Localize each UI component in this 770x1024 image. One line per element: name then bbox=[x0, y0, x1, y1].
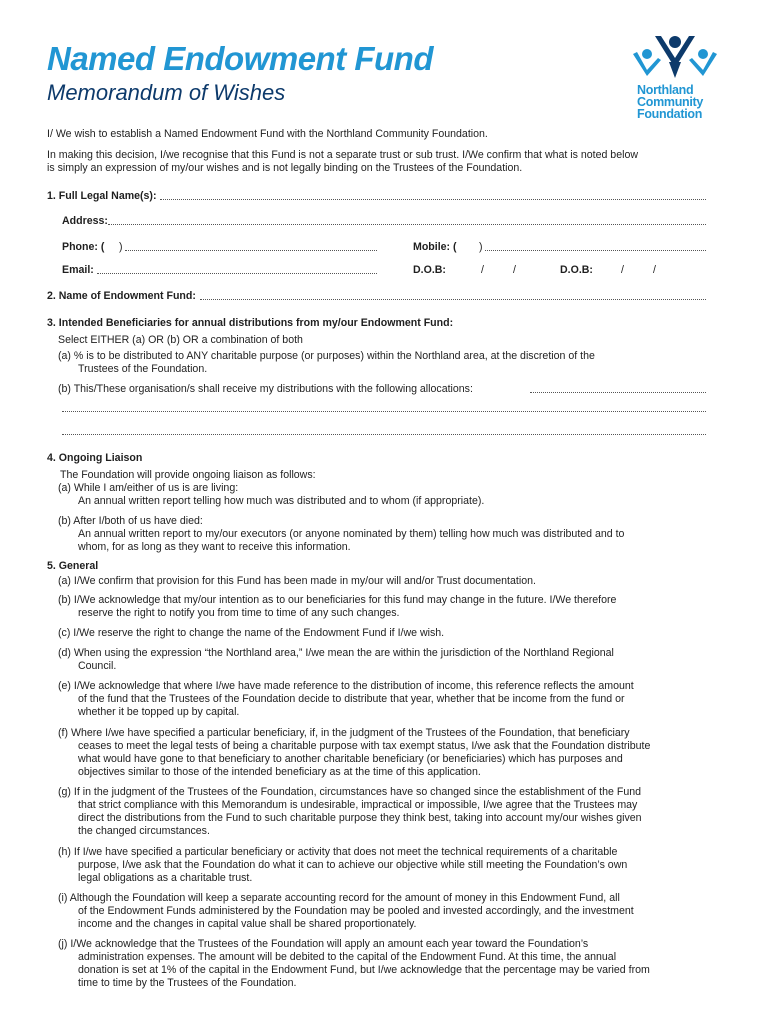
dob-2-slash-1: / bbox=[621, 264, 624, 276]
general-clause-5-line-2: what would have gone to that beneficiary to another charitable beneficiary (or beneficiaries) which has purposes and bbox=[78, 753, 623, 765]
dob-label-2: D.O.B: bbox=[560, 264, 593, 276]
mobile-label: Mobile: ( bbox=[413, 241, 457, 253]
allocations-field-1[interactable] bbox=[530, 392, 706, 393]
address-field[interactable] bbox=[108, 224, 706, 225]
address-label: Address: bbox=[62, 215, 108, 227]
general-clause-5-line-3: objectives similar to those of the intended beneficiary as at the time of this application. bbox=[78, 766, 481, 778]
general-clause-5-line-1: ceases to meet the legal tests of being a charitable purpose with tax exempt status, I/we ask that the Foundation distribute bbox=[78, 740, 651, 752]
section-4-intro: The Foundation will provide ongoing liaison as follows: bbox=[60, 469, 316, 481]
section-3-option-a-line-1: (a) % is to be distributed to ANY charitable purpose (or purposes) within the Northland area, at the discretion of the bbox=[58, 350, 595, 362]
people-logo-icon bbox=[625, 32, 725, 84]
section-4-b-text-1: An annual written report to my/our executors (or anyone nominated by them) telling how much was distributed and to bbox=[78, 528, 625, 540]
section-3-option-a-line-2: Trustees of the Foundation. bbox=[78, 363, 208, 375]
general-clause-6-line-1: that strict compliance with this Memorandum is undesirable, impractical or impossible, I/we agree that the Trustees may bbox=[78, 799, 638, 811]
general-clause-7-line-1: purpose, I/we ask that the Foundation do what it can to achieve our objective while still meeting the Foundation’s own bbox=[78, 859, 628, 871]
phone-label: Phone: ( bbox=[62, 241, 105, 253]
section-4-b: (b) After I/both of us have died: bbox=[58, 515, 203, 527]
section-4-a-text: An annual written report telling how much was distributed and to whom (if appropriate). bbox=[78, 495, 485, 507]
intro-paragraph-2-line-2: is simply an expression of my/our wishes and is not legally binding on the Trustees of the Foundation. bbox=[47, 162, 523, 174]
intro-paragraph-1: I/ We wish to establish a Named Endowment Fund with the Northland Community Foundation. bbox=[47, 128, 488, 140]
general-clause-7-line-2: legal obligations as a charitable trust. bbox=[78, 872, 253, 884]
general-clause-6-line-2: direct the distributions from the Fund to such charitable purpose they think best, taking into account my/our wishes given bbox=[78, 812, 642, 824]
general-clause-2-line-0: (c) I/We reserve the right to change the name of the Endowment Fund if I/we wish. bbox=[58, 627, 445, 639]
phone-field[interactable] bbox=[125, 250, 377, 251]
section-4-b-text-2: whom, for as long as they want to receive this information. bbox=[78, 541, 351, 553]
page-subtitle: Memorandum of Wishes bbox=[47, 80, 286, 105]
section-3-select: Select EITHER (a) OR (b) OR a combination of both bbox=[58, 334, 303, 346]
general-clause-6-line-0: (g) If in the judgment of the Trustees of the Foundation, circumstances have so changed since the establishment of the Fund bbox=[58, 786, 641, 798]
general-clause-9-line-0: (j) I/We acknowledge that the Trustees of the Foundation will apply an amount each year toward the Foundation’s bbox=[58, 938, 589, 950]
fund-name-label: 2. Name of Endowment Fund: bbox=[47, 290, 196, 302]
foundation-logo bbox=[625, 32, 725, 124]
general-clause-9-line-3: time to time by the Trustees of the Foundation. bbox=[78, 977, 297, 989]
general-clause-3-line-0: (d) When using the expression “the Northland area,” I/we mean the are within the jurisdiction of the Northland Regional bbox=[58, 647, 614, 659]
general-clause-6-line-3: the changed circumstances. bbox=[78, 825, 210, 837]
general-clause-9-line-1: administration expenses. The amount will be debited to the capital of the Endowment Fund. At this time, the annual bbox=[78, 951, 617, 963]
logo-text: Northland Community Foundation bbox=[637, 83, 704, 121]
mobile-close: ) bbox=[479, 241, 483, 253]
full-name-label: 1. Full Legal Name(s): bbox=[47, 190, 157, 202]
section-4-heading: 4. Ongoing Liaison bbox=[47, 452, 143, 464]
general-clause-4-line-0: (e) I/We acknowledge that where I/we have made reference to the distribution of income, this reference reflects the amount bbox=[58, 680, 634, 692]
general-clause-4-line-1: of the fund that the Trustees of the Foundation decide to distribute that year, whether that be income from the fund or bbox=[78, 693, 625, 705]
general-clause-5-line-0: (f) Where I/we have specified a particular beneficiary, if, in the judgment of the Trustees of the Foundation, that beneficiary bbox=[58, 727, 630, 739]
general-clause-8-line-1: of the Endowment Funds administered by the Foundation may be pooled and invested accordingly, and the investment bbox=[78, 905, 634, 917]
allocations-field-2[interactable] bbox=[62, 411, 706, 412]
phone-close: ) bbox=[119, 241, 123, 253]
section-3-heading: 3. Intended Beneficiaries for annual distributions from my/our Endowment Fund: bbox=[47, 317, 454, 329]
general-clause-3-line-1: Council. bbox=[78, 660, 117, 672]
fund-name-field[interactable] bbox=[200, 299, 706, 300]
dob-1-slash-2: / bbox=[513, 264, 516, 276]
email-field[interactable] bbox=[97, 273, 377, 274]
allocations-field-3[interactable] bbox=[62, 434, 706, 435]
section-5-heading: 5. General bbox=[47, 560, 99, 572]
mobile-field[interactable] bbox=[485, 250, 706, 251]
intro-paragraph-2-line-1: In making this decision, I/we recognise that this Fund is not a separate trust or sub trust. I/We confirm that what is noted below bbox=[47, 149, 638, 161]
general-clause-7-line-0: (h) If I/we have specified a particular beneficiary or activity that does not meet the technical requirements of a charitable bbox=[58, 846, 618, 858]
page-title: Named Endowment Fund bbox=[47, 40, 433, 77]
dob-label-1: D.O.B: bbox=[413, 264, 446, 276]
general-clause-1-line-1: reserve the right to notify you from time to time of any such changes. bbox=[78, 607, 400, 619]
section-4-a: (a) While I am/either of us is are living: bbox=[58, 482, 239, 494]
general-clause-8-line-0: (i) Although the Foundation will keep a separate accounting record for the amount of money in this Endowment Fund, all bbox=[58, 892, 620, 904]
full-name-field[interactable] bbox=[160, 199, 706, 200]
section-3-option-b: (b) This/These organisation/s shall receive my distributions with the following allocations: bbox=[58, 383, 473, 395]
dob-2-slash-2: / bbox=[653, 264, 656, 276]
general-clause-4-line-2: whether it be topped up by capital. bbox=[78, 706, 240, 718]
general-clause-0-line-0: (a) I/We confirm that provision for this Fund has been made in my/our will and/or Trust documentation. bbox=[58, 575, 536, 587]
dob-1-slash-1: / bbox=[481, 264, 484, 276]
general-clause-8-line-2: income and the changes in capital value shall be shared proportionately. bbox=[78, 918, 417, 930]
email-label: Email: bbox=[62, 264, 94, 276]
general-clause-9-line-2: donation is set at 1% of the capital in the Endowment Fund, but I/we acknowledge that the percentage may be varied from bbox=[78, 964, 650, 976]
general-clause-1-line-0: (b) I/We acknowledge that my/our intention as to our beneficiaries for this fund may change in the future. I/We therefore bbox=[58, 594, 617, 606]
